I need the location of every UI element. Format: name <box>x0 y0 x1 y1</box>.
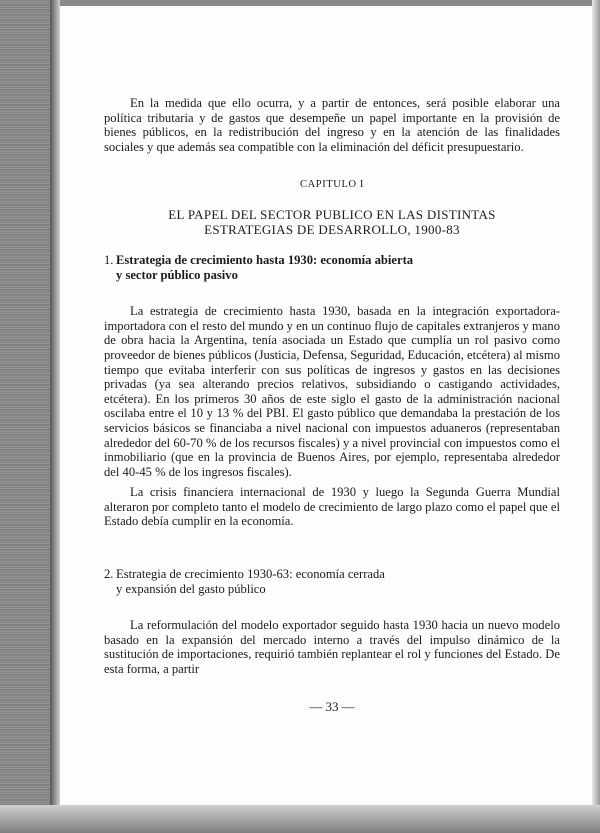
section-1-heading <box>104 253 560 282</box>
section-2-heading-line-2: y expansión del gasto público <box>116 581 266 596</box>
chapter-title-line-1: EL PAPEL DEL SECTOR PUBLICO EN LAS DISTINTAS <box>168 206 496 222</box>
section-2-heading-line-1: Estrategia de crecimiento 1930-63: economía cerrada <box>116 567 385 582</box>
chapter-title-line-2: ESTRATEGIAS DE DESARROLLO, 1900-83 <box>204 221 460 237</box>
page-number: — 33 — <box>309 699 355 714</box>
section-2-body <box>104 618 560 676</box>
scan-right-edge <box>592 0 600 833</box>
book-page <box>60 6 592 805</box>
book-binding-edge <box>0 0 60 833</box>
section-2-number: 2. <box>104 567 114 582</box>
chapter-title <box>104 207 560 237</box>
section-1-heading-line-2: y sector público pasivo <box>116 267 238 282</box>
intro-paragraph: En la medida que ello ocurra, y a partir de entonces, será posible elaborar una política tributaria y de gastos que desempeñe un papel importante en la provisión de bienes públicos, en la redistribución del ingreso y en la atención de las finalidades sociales y que además sea compatible con la eliminación del déficit presupuestario. <box>104 96 560 154</box>
scan-bottom-edge <box>0 805 600 833</box>
section-1-paragraph-1: La estrategia de crecimiento hasta 1930, basada en la integración exportadora-importadora con el resto del mundo y en un continuo flujo de capitales extranjeros y mano de obra hacia la Argentina, tenía asociada un Estado que cumplía un rol pasivo como proveedor de bienes públicos (Justicia, Defensa, Seguridad, Educación, etcétera) al mismo tiempo que evitaba interferir con sus políticas de ingresos y gastos en las decisiones privadas (ya sea alterando precios relativos, subsidiando o castigando actividades, etcétera). En los primeros 30 años de este siglo el gasto de la administración nacional oscilaba entre el 10 y 13 % del PBI. El gasto público que demandaba la prestación de los servicios básicos se financiaba a nivel nacional con impuestos aduaneros (representaban alrededor del 60-70 % de los recursos fiscales) y a nivel provincial con impuestos como el inmobiliario (que en la provincia de Buenos Aires, por ejemplo, representaba alrededor del 40-45 % de los ingresos fiscales). <box>104 304 561 479</box>
section-2-paragraph-1: La reformulación del modelo exportador seguido hasta 1930 hacia un nuevo modelo basado en la expansión del mercado interno a través del impulso dinámico de la sustitución de importaciones, requirió también replantear el rol y funciones del Estado. De esta forma, a partir <box>104 618 560 677</box>
page-content <box>104 96 561 714</box>
section-1-heading-line-1: Estrategia de crecimiento hasta 1930: economía abierta <box>116 252 414 267</box>
section-1-number: 1. <box>104 252 114 267</box>
chapter-label: CAPITULO I <box>299 179 365 191</box>
section-1-body <box>104 304 560 529</box>
section-2-heading <box>104 567 560 596</box>
section-1-paragraph-2: La crisis financiera internacional de 1930 y luego la Segunda Guerra Mundial alteraron por completo tanto el modelo de crecimiento de largo plazo como el papel que el Estado debía cumplir en la economía. <box>104 485 560 529</box>
